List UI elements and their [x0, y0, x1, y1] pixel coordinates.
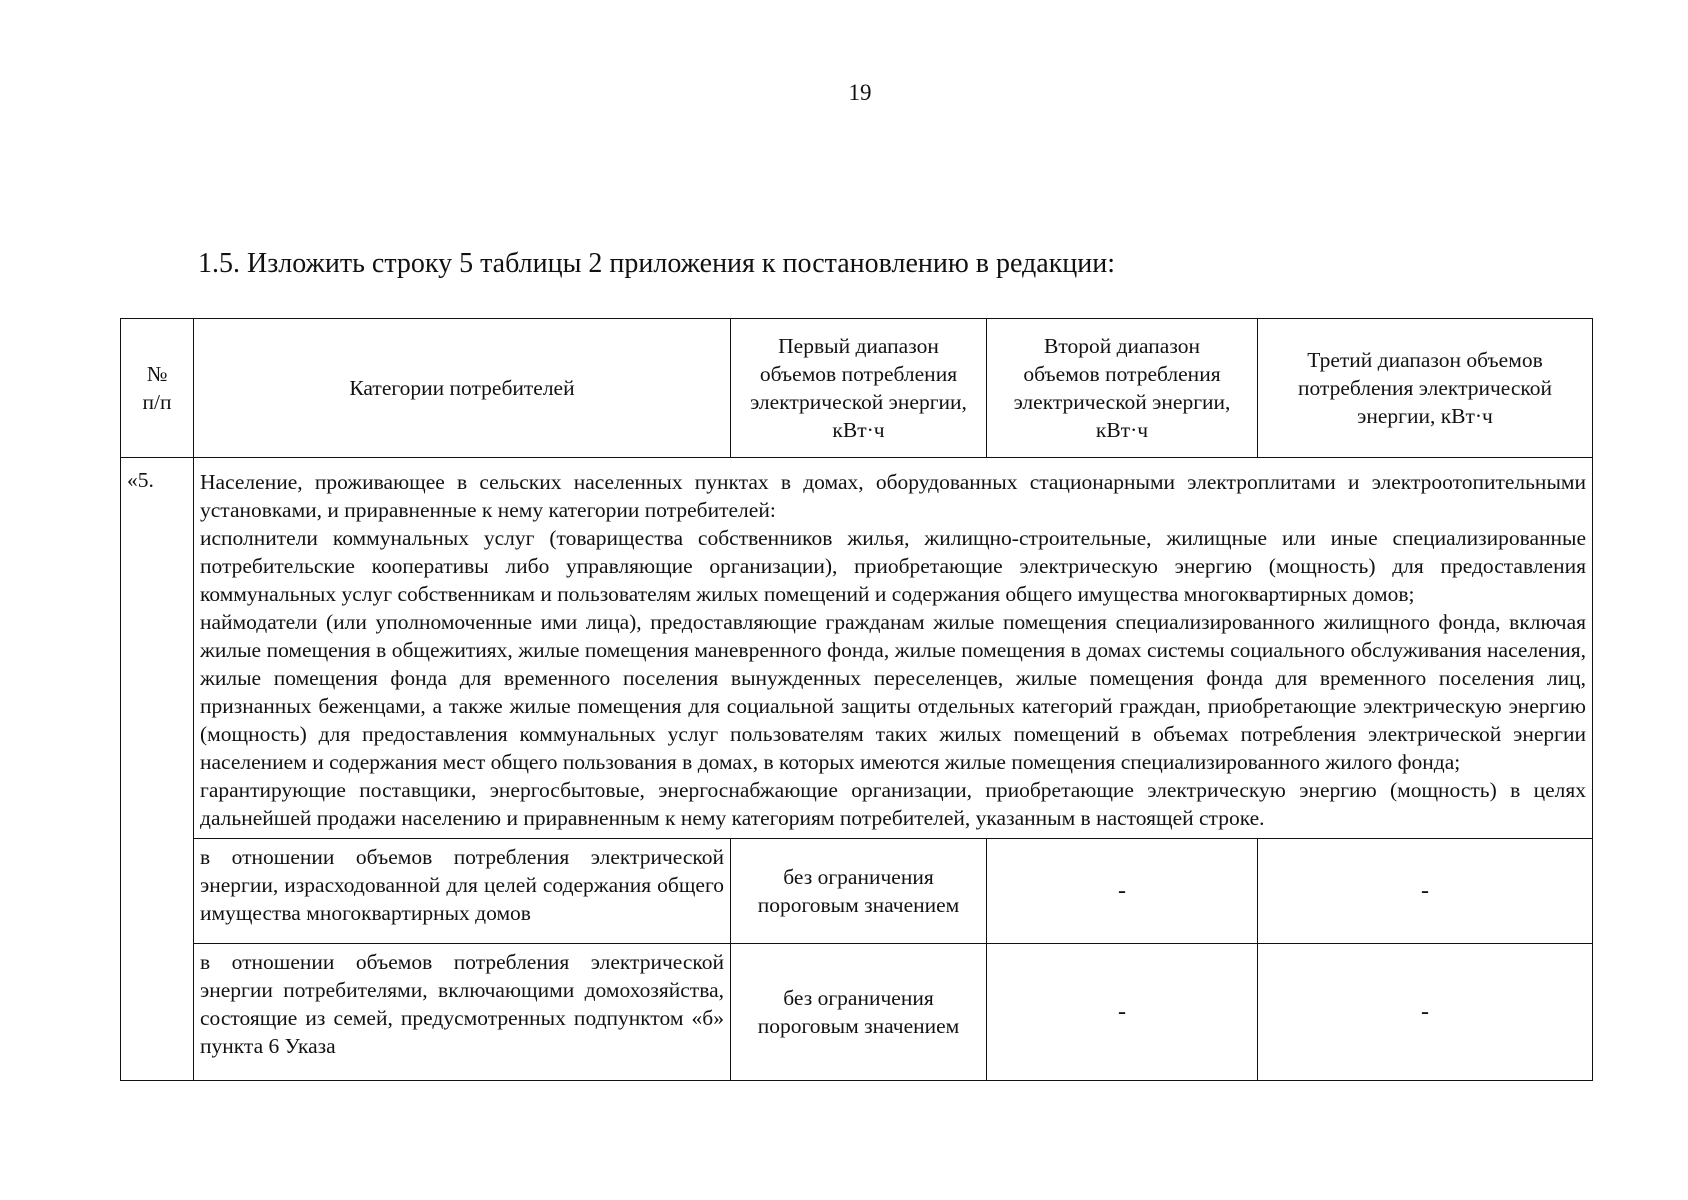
- header-range-2-line: объемов потребления: [1023, 362, 1221, 386]
- header-range-2-line: кВт·ч: [1095, 418, 1149, 442]
- sub-row-range-1: [731, 839, 987, 944]
- header-num-line: п/п: [142, 390, 172, 414]
- table-sub-row: [121, 944, 1593, 1081]
- header-range-1-line: Первый диапазон: [778, 334, 939, 358]
- sub-row-description: в отношении объемов потребления электрической энергии потребителями, включающими домохозяйства, состоящие из семей, предусмотренных подпунктом «б» пункта 6 Указа: [194, 944, 731, 1081]
- category-paragraph: гарантирующие поставщики, энергосбытовые, энергоснабжающие организации, приобретающие электрическую энергию (мощность) в целях дальнейшей продажи населению и приравненным к нему категориям потребителей, указанным в настоящей строке.: [200, 778, 1586, 830]
- sub-row-range-1-line: пороговым значением: [757, 1014, 960, 1038]
- page-number: 19: [848, 80, 872, 105]
- header-num-line: №: [146, 362, 168, 386]
- header-range-3-line: энергии, кВт·ч: [1357, 404, 1493, 428]
- header-range-1-line: электрической энергии,: [750, 390, 967, 414]
- header-num: [121, 319, 194, 458]
- category-paragraph: Население, проживающее в сельских населенных пунктах в домах, оборудованных стационарными электроплитами и электроотопительными установками, и приравненные к нему категории потребителей:: [200, 470, 1586, 522]
- header-range-3: [1258, 319, 1593, 458]
- sub-row-range-2: -: [987, 944, 1258, 1081]
- table-row-5: [121, 458, 1593, 839]
- sub-row-range-1-line: без ограничения: [783, 986, 934, 1010]
- category-description-cell: [194, 458, 1593, 839]
- tariff-table: [120, 318, 1593, 1081]
- header-range-2: [987, 319, 1258, 458]
- sub-row-range-1-line: без ограничения: [783, 865, 934, 889]
- sub-row-range-1: [731, 944, 987, 1081]
- header-range-1-line: объемов потребления: [759, 362, 958, 386]
- header-range-1: [731, 319, 987, 458]
- sub-row-description: в отношении объемов потребления электрической энергии, израсходованной для целей содержания общего имущества многоквартирных домов: [194, 839, 731, 944]
- header-range-2-line: Второй диапазон: [1044, 334, 1200, 358]
- category-paragraph: наймодатели (или уполномоченные ими лица), предоставляющие гражданам жилые помещения специализированного жилищного фонда, включая жилые помещения в общежитиях, жилые помещения маневренного фонда, жилые помещения в домах системы социального обслуживания населения, жилые помещения фонда для временного поселения вынужденных переселенцев, жилые помещения фонда для временного поселения лиц, признанных беженцами, а также жилые помещения для социальной защиты отдельных категорий граждан, приобретающие электрическую энергию (мощность) для предоставления коммунальных услуг пользователям таких жилых помещений в объемах потребления электрической энергии населением и содержания мест общего пользования в домах, в которых имеются жилые помещения специализированного жилого фонда;: [200, 610, 1586, 774]
- table-sub-row: [121, 839, 1593, 944]
- header-category: Категории потребителей: [194, 319, 731, 458]
- sub-row-range-3: -: [1258, 839, 1593, 944]
- sub-row-range-3: -: [1258, 944, 1593, 1081]
- row-number-cell: «5.: [121, 458, 194, 1081]
- sub-row-range-2: -: [987, 839, 1258, 944]
- header-range-3-line: потребления электрической: [1297, 376, 1553, 400]
- table-header-row: [121, 319, 1593, 458]
- category-paragraph: исполнители коммунальных услуг (товарищества собственников жилья, жилищно-строительные, жилищные или иные специализированные потребительские кооперативы либо управляющие организации), приобретающие электрическую энергию (мощность) для предоставления коммунальных услуг собственникам и пользователям жилых помещений и содержания общего имущества многоквартирных домов;: [200, 526, 1586, 606]
- sub-row-range-1-line: пороговым значением: [757, 893, 960, 917]
- header-range-3-line: Третий диапазон объемов: [1307, 348, 1543, 372]
- instruction-text: 1.5. Изложить строку 5 таблицы 2 приложения к постановлению в редакции:: [198, 248, 1116, 279]
- header-range-1-line: кВт·ч: [832, 418, 885, 442]
- header-range-2-line: электрической энергии,: [1013, 390, 1231, 414]
